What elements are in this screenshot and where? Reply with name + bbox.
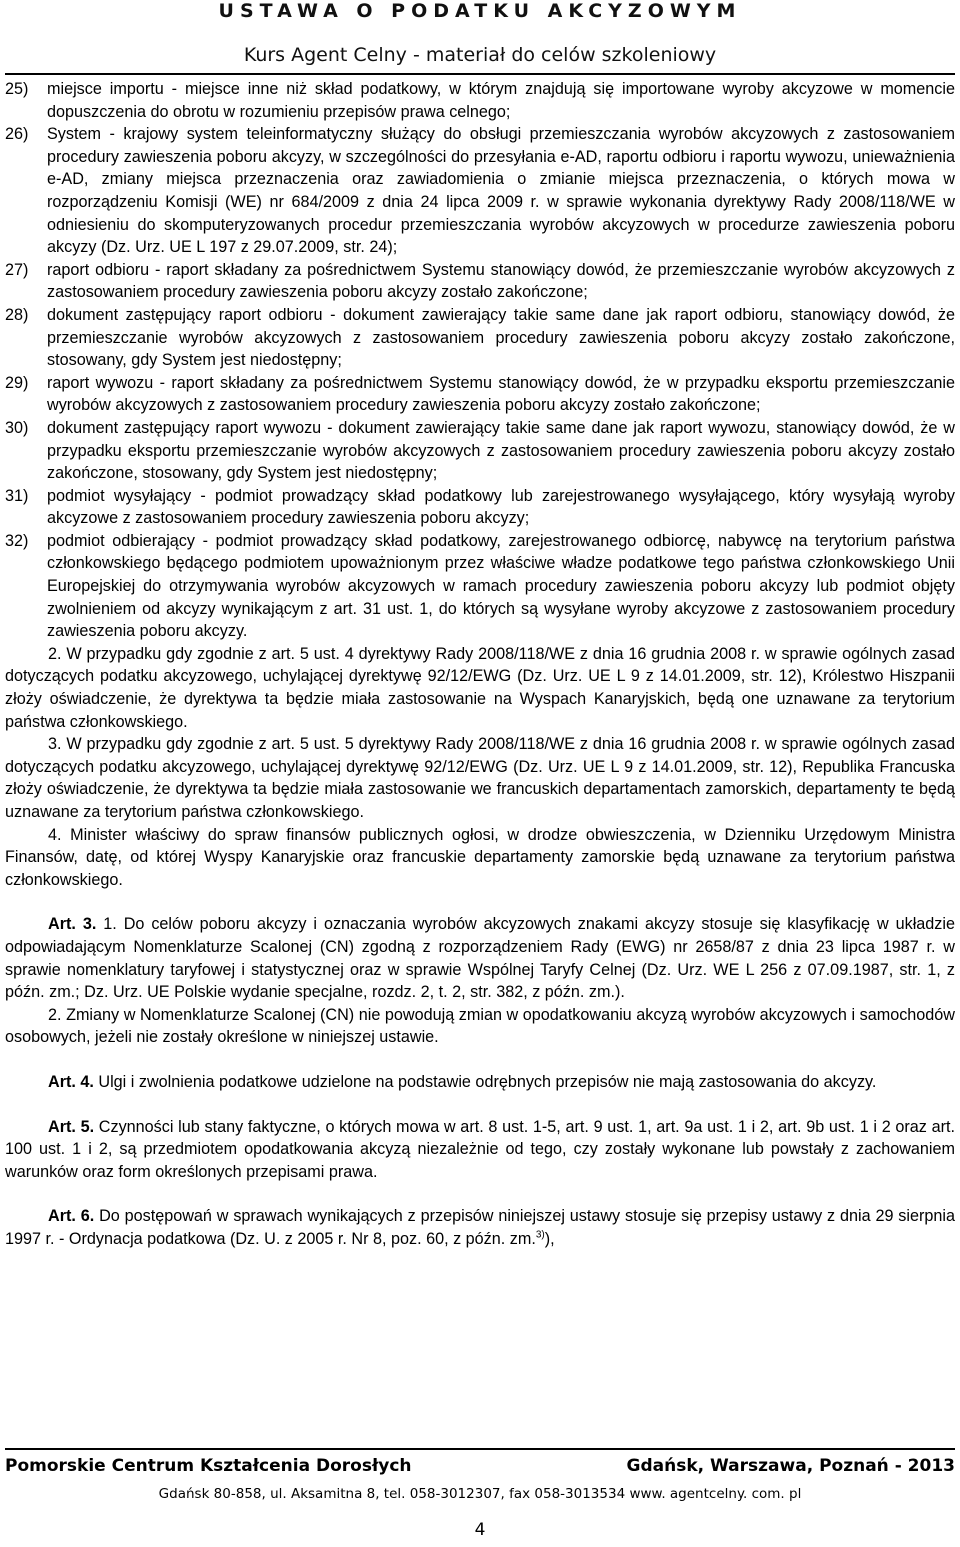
page-header <box>0 0 960 76</box>
item-number: 25) <box>5 80 29 98</box>
definition-item <box>5 530 955 643</box>
item-number: 28) <box>5 305 29 324</box>
item-number: 29) <box>5 373 29 392</box>
article-text: Do postępowań w sprawach wynikających z przepisów niniejszej ustawy stosuje się przepisy ustawy z dnia 29 sierpnia 1997 r. - Ordynacja podatkowa (Dz. U. z 2005 r. Nr 8, poz. 60, z późn. zm. <box>5 1207 955 1248</box>
item-text: miejsce importu - miejsce inne niż skład podatkowy, w którym znajdują się importowane wyroby akcyzowe w momencie dopuszczenia do obrotu w rozumieniu przepisów prawa celnego; <box>47 80 955 121</box>
footer-divider <box>5 1448 955 1450</box>
paragraph-4: 4. Minister właściwy do spraw finansów publicznych ogłosi, w drodze obwieszczenia, w Dzienniku Urzędowym Ministra Finansów, datę, od której Wyspy Kanaryjskie oraz francuskie departamenty zamorskie będą uznawane za terytorium państwa członkowskiego. <box>5 825 955 889</box>
article-3-paragraph-2: 2. Zmiany w Nomenklaturze Scalonej (CN) nie powodują zmian w opodatkowaniu akcyzą wyrobów akcyzowych i samochodów osobowych, jeżeli nie zostały określone w niniejszej ustawie. <box>5 1005 955 1047</box>
definition-item <box>5 417 955 485</box>
article-label: Art. 5. <box>48 1117 95 1136</box>
footer-address: Gdańsk 80-858, ul. Aksamitna 8, tel. 058-3012307, fax 058-3013534 www. agentcelny. com. pl <box>158 1486 802 1502</box>
article-label: Art. 3. <box>48 915 97 934</box>
item-text: podmiot wysyłający - podmiot prowadzący skład podatkowy lub zarejestrowanego wysyłającego, który wysyłają wyroby akcyzowe z zastosowaniem procedury zawieszenia poboru akcyzy; <box>47 486 955 528</box>
article-text: 1. Do celów poboru akcyzy i oznaczania wyrobów akcyzowych znakami akcyzy stosuje się klasyfikację w układzie odpowiadającym Nomenklaturze Scalonej (CN) zgodną z rozporządzeniem Rady (EWG) nr 2658/87 z dnia 23 lipca 1987 r. w sprawie nomenklatury taryfowej i statystycznej oraz w sprawie Wspólnej Taryfy Celnej (Dz. Urz. WE L 256 z 07.09.1987, str. 1, z późn. zm.; Dz. Urz. UE Polskie wydanie specjalne, rozdz. 2, t. 2, str. 382, z późn. zm.). <box>5 915 955 1002</box>
definition-item <box>5 304 955 372</box>
item-text: raport odbioru - raport składany za pośrednictwem Systemu stanowiący dowód, że przemieszczanie wyrobów akcyzowych z zastosowaniem procedury zawieszenia poboru akcyzy zostało zakończone; <box>47 260 955 302</box>
article-5 <box>5 1116 955 1184</box>
paragraph-2: 2. W przypadku gdy zgodnie z art. 5 ust. 4 dyrektywy Rady 2008/118/WE z dnia 16 grudnia 2008 r. w sprawie ogólnych zasad dotyczących podatku akcyzowego, uchylającej dyrektywę 92/12/EWG (Dz. Urz. UE L 9 z 14.01.2009, str. 12), Królestwo Hiszpanii złoży oświadczenie, że dyrektywa ta będzie miała zastosowanie na Wyspach Kanaryjskich, będą one uznawane za terytorium państwa członkowskiego. <box>5 644 955 731</box>
article-6 <box>5 1205 955 1250</box>
article-text-end: ), <box>544 1229 555 1248</box>
definition-item <box>5 485 955 530</box>
item-text: System - krajowy system teleinformatyczny służący do obsługi przemieszczania wyrobów akcyzowych z zastosowaniem procedury zawieszenia poboru akcyzy, w szczególności do przesyłania e-AD, raportu odbioru i raportu wywozu, unieważnienia e-AD, zmiany miejsca przeznaczenia oraz zawiadomienia o zmianie miejsca przeznaczenia, o których mowa w rozporządzeniu Komisji (WE) nr 684/2009 z dnia 24 lipca 2009 r. w sprawie wykonania dyrektywy Rady 2008/118/WE w odniesieniu do skomputeryzowanych procedur przemieszczania wyrobów akcyzowych w procedurze zawieszenia poboru akcyzy (Dz. Urz. UE L 197 z 29.07.2009, str. 24); <box>47 125 955 257</box>
item-number: 26) <box>5 125 29 144</box>
item-text: raport wywozu - raport składany za pośrednictwem Systemu stanowiący dowód, że w przypadku eksportu przemieszczanie wyrobów akcyzowych z zastosowaniem procedury zawieszenia poboru akcyzy zostało zakończone; <box>47 373 955 415</box>
page-number: 4 <box>474 1520 486 1540</box>
footer-locations: Gdańsk, Warszawa, Poznań - 2013 <box>626 1456 955 1476</box>
document-title: USTAWA O PODATKU AKCYZOWYM <box>218 0 742 22</box>
item-number: 31) <box>5 486 29 505</box>
header-divider <box>5 73 955 75</box>
item-text: dokument zastępujący raport odbioru - dokument zawierający takie same dane jak raport odbioru, stanowiący dowód, że przemieszczanie wyrobów akcyzowych z zastosowaniem procedury zawieszenia poboru akcyzy zostało zakończone, stosowany, gdy System jest niedostępny; <box>47 305 955 370</box>
item-text: dokument zastępujący raport wywozu - dokument zawierający takie same dane jak raport wywozu, stanowiący dowód, że w przypadku eksportu przemieszczanie wyrobów akcyzowych z zastosowaniem procedury zawieszenia poboru akcyzy zostało zakończone, stosowany, gdy System jest niedostępny; <box>47 418 955 483</box>
definition-item <box>5 78 955 123</box>
article-3 <box>5 913 955 1003</box>
item-number: 27) <box>5 260 29 279</box>
footnote-ref: 3) <box>535 1229 545 1241</box>
item-text: podmiot odbierający - podmiot prowadzący skład podatkowy, zarejestrowanego odbiorcę, nabywcę na terytorium państwa członkowskiego będącego podmiotem upoważnionym przez właściwe władze podatkowe tego państwa członkowskiego Unii Europejskiej do otrzymywania wyrobów akcyzowych w ramach procedury zawieszenia poboru akcyzy lub podmiot objęty zwolnieniem od akcyzy wynikającym z art. 31 ust. 1, do których są wysyłane wyroby akcyzowe z zastosowaniem procedury zawieszenia poboru akcyzy. <box>47 531 955 641</box>
article-text: Czynności lub stany faktyczne, o których mowa w art. 8 ust. 1-5, art. 9 ust. 1, art. 9a ust. 1 i 2, art. 9b ust. 1 i 2 oraz art. 100 ust. 1 i 2, są przedmiotem opodatkowania akcyzą niezależnie od tego, czy zostały wykonane lub powstały z zachowaniem warunków oraz form określonych przepisami prawa. <box>5 1117 955 1181</box>
definition-item <box>5 123 955 259</box>
document-subtitle: Kurs Agent Celny - materiał do celów szkoleniowy <box>243 44 717 66</box>
item-number: 30) <box>5 418 29 437</box>
item-number: 32) <box>5 531 29 550</box>
article-label: Art. 4. <box>48 1072 94 1091</box>
article-4 <box>5 1071 955 1094</box>
article-text: Ulgi i zwolnienia podatkowe udzielone na podstawie odrębnych przepisów nie mają zastosowania do akcyzy. <box>93 1072 877 1091</box>
definition-item <box>5 372 955 417</box>
paragraph-3: 3. W przypadku gdy zgodnie z art. 5 ust. 5 dyrektywy Rady 2008/118/WE z dnia 16 grudnia 2008 r. w sprawie ogólnych zasad dotyczących podatku akcyzowego, uchylającej dyrektywę 92/12/EWG (Dz. Urz. UE L 9 z 14.01.2009, str. 12), Republika Francuska złoży oświadczenie, że dyrektywa ta będzie miała zastosowanie we francuskich departamentach zamorskich, departamenty te będą uznawane za terytorium państwa członkowskiego. <box>5 735 955 821</box>
definition-item <box>5 259 955 304</box>
document-body <box>5 78 955 1251</box>
footer-organization: Pomorskie Centrum Kształcenia Dorosłych <box>5 1456 412 1476</box>
article-label: Art. 6. <box>48 1207 95 1226</box>
